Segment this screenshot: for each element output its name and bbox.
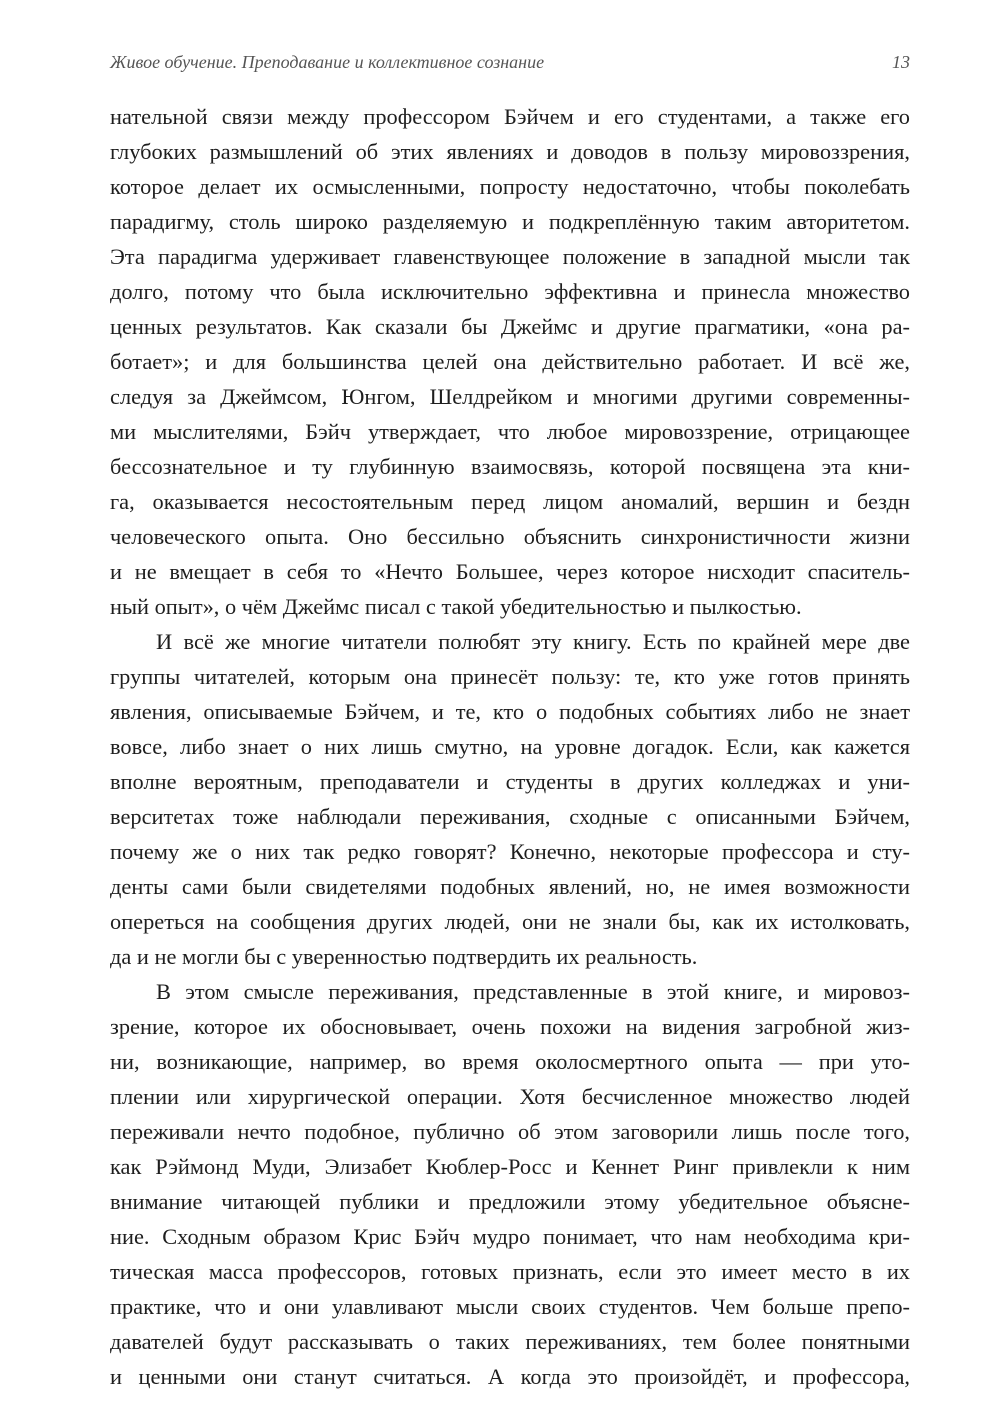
text-line: ни, возникающие, например, во время околосмертного опыта — при уто-	[110, 1049, 910, 1074]
text-line: И всё же многие читатели полюбят эту книгу. Есть по крайней мере две	[156, 629, 910, 654]
text-line: вовсе, либо знает о них лишь смутно, на уровне догадок. Если, как кажется	[110, 734, 910, 759]
running-head	[110, 52, 910, 82]
text-line: зрение, которое их обосновывает, очень похожи на видения загробной жиз-	[110, 1014, 910, 1039]
text-line: ный опыт», о чём Джеймс писал с такой убедительностью и пылкостью.	[110, 594, 802, 619]
text-line: явления, описываемые Бэйчем, и те, кто о подобных событиях либо не знает	[110, 699, 910, 724]
text-line: давателей будут рассказывать о таких переживаниях, тем более понятными	[110, 1329, 910, 1354]
text-line: парадигму, столь широко разделяемую и подкреплённую таким авторитетом.	[110, 209, 910, 234]
text-line: человеческого опыта. Оно бессильно объяснить синхронистичности жизни	[110, 524, 910, 549]
paragraph-2	[110, 624, 910, 974]
text-line: которое делает их осмысленными, попросту недостаточно, чтобы поколебать	[110, 174, 910, 199]
text-line: ми мыслителями, Бэйч утверждает, что любое мировоззрение, отрицающее	[110, 419, 910, 444]
text-line: переживали нечто подобное, публично об этом заговорили лишь после того,	[110, 1119, 910, 1144]
text-line: тическая масса профессоров, готовых признать, если это имеет место в их	[110, 1259, 910, 1284]
text-line: ценных результатов. Как сказали бы Джеймс и другие прагматики, «она ра-	[110, 314, 910, 339]
text-line: денты сами были свидетелями подобных явлений, но, не имея возможности	[110, 874, 910, 899]
body-text	[110, 99, 910, 1394]
text-line: ботает»; и для большинства целей она действительно работает. И всё же,	[110, 349, 910, 374]
text-line: ние. Сходным образом Крис Бэйч мудро понимает, что нам необходима кри-	[110, 1224, 910, 1249]
paragraph-3	[110, 974, 910, 1394]
text-line: бессознательное и ту глубинную взаимосвязь, которой посвящена эта кни-	[110, 454, 910, 479]
text-line: нательной связи между профессором Бэйчем и его студентами, а также его	[110, 104, 910, 129]
text-line: почему же о них так редко говорят? Конечно, некоторые профессора и сту-	[110, 839, 910, 864]
page-number: 13	[892, 52, 910, 72]
text-line: внимание читающей публики и предложили этому убедительное объясне-	[110, 1189, 910, 1214]
paragraph-1	[110, 99, 910, 624]
text-line: вполне вероятным, преподаватели и студенты в других колледжах и уни-	[110, 769, 910, 794]
text-line: верситетах тоже наблюдали переживания, сходные с описанными Бэйчем,	[110, 804, 910, 829]
text-line: долго, потому что была исключительно эффективна и принесла множество	[110, 279, 910, 304]
text-line: га, оказывается несостоятельным перед лицом аномалий, вершин и бездн	[110, 489, 910, 514]
text-line: плении или хирургической операции. Хотя бесчисленное множество людей	[110, 1084, 910, 1109]
text-line: опереться на сообщения других людей, они не знали бы, как их истолковать,	[110, 909, 910, 934]
text-line: В этом смысле переживания, представленные в этой книге, и мировоз-	[156, 979, 910, 1004]
text-line: и не вмещает в себя то «Нечто Большее, через которое нисходит спаситель-	[110, 559, 910, 584]
running-title: Живое обучение. Преподавание и коллективное сознание	[110, 52, 545, 72]
text-line: практике, что и они улавливают мысли своих студентов. Чем больше препо-	[110, 1294, 910, 1319]
text-line: группы читателей, которым она принесёт пользу: те, кто уже готов принять	[110, 664, 910, 689]
text-line: следуя за Джеймсом, Юнгом, Шелдрейком и многими другими современны-	[110, 384, 910, 409]
text-line: и ценными они станут считаться. А когда это произойдёт, и профессора,	[110, 1364, 910, 1389]
text-line: Эта парадигма удерживает главенствующее положение в западной мысли так	[110, 244, 910, 269]
text-line: глубоких размышлений об этих явлениях и доводов в пользу мировоззрения,	[110, 139, 910, 164]
text-line: как Рэймонд Муди, Элизабет Кюблер-Росс и Кеннет Ринг привлекли к ним	[110, 1154, 910, 1179]
text-line: да и не могли бы с уверенностью подтвердить их реальность.	[110, 944, 698, 969]
